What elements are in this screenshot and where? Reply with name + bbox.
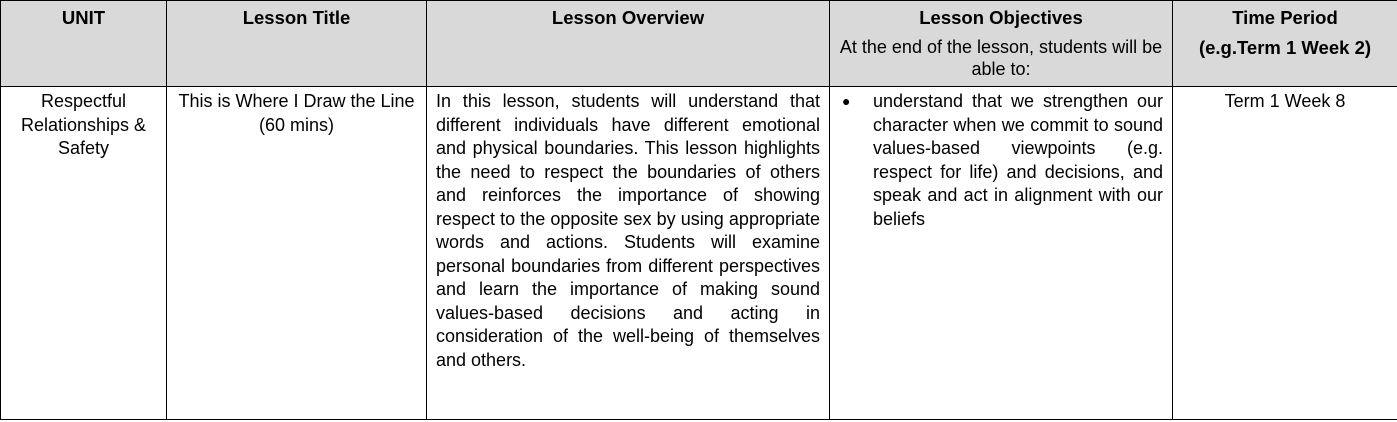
header-lesson-objectives xyxy=(830,1,1173,87)
header-row xyxy=(1,1,1397,87)
header-objectives-label: Lesson Objectives xyxy=(919,7,1083,28)
cell-lesson-objectives xyxy=(830,87,1173,420)
objectives-list xyxy=(838,90,1163,231)
cell-unit: Respectful Relationships & Safety xyxy=(1,87,167,420)
list-item xyxy=(838,90,1163,231)
cell-time-period: Term 1 Week 8 xyxy=(1173,87,1397,420)
header-lesson-overview: Lesson Overview xyxy=(427,1,830,87)
cell-lesson-overview: In this lesson, students will understand that different individuals have different emotional and physical boundaries. This lesson highlights the need to respect the boundaries of others and reinforces the importance of showing respect to the opposite sex by using appropriate words and actions. Students will examine personal boundaries from different perspectives and learn the importance of making sound values-based decisions and acting in consideration of the well-being of themselves and others. xyxy=(427,87,830,420)
cell-lesson-title xyxy=(167,87,427,420)
header-unit: UNIT xyxy=(1,1,167,87)
lesson-row xyxy=(1,87,1397,420)
header-time-example: (e.g.Term 1 Week 2) xyxy=(1198,36,1372,58)
header-objectives-subtitle: At the end of the lesson, students will be able to: xyxy=(839,36,1163,79)
header-lesson-title: Lesson Title xyxy=(167,1,427,87)
lesson-title-text: This is Where I Draw the Line xyxy=(178,91,415,111)
objective-text: understand that we strengthen our character when we commit to sound values-based viewpoints (e.g. respect for life) and decisions, and speak and act in alignment with our beliefs xyxy=(873,91,1163,229)
header-time-period xyxy=(1173,1,1397,87)
bullet-icon: ● xyxy=(842,93,851,109)
header-time-label: Time Period xyxy=(1232,7,1338,28)
lesson-duration: (60 mins) xyxy=(258,114,334,135)
